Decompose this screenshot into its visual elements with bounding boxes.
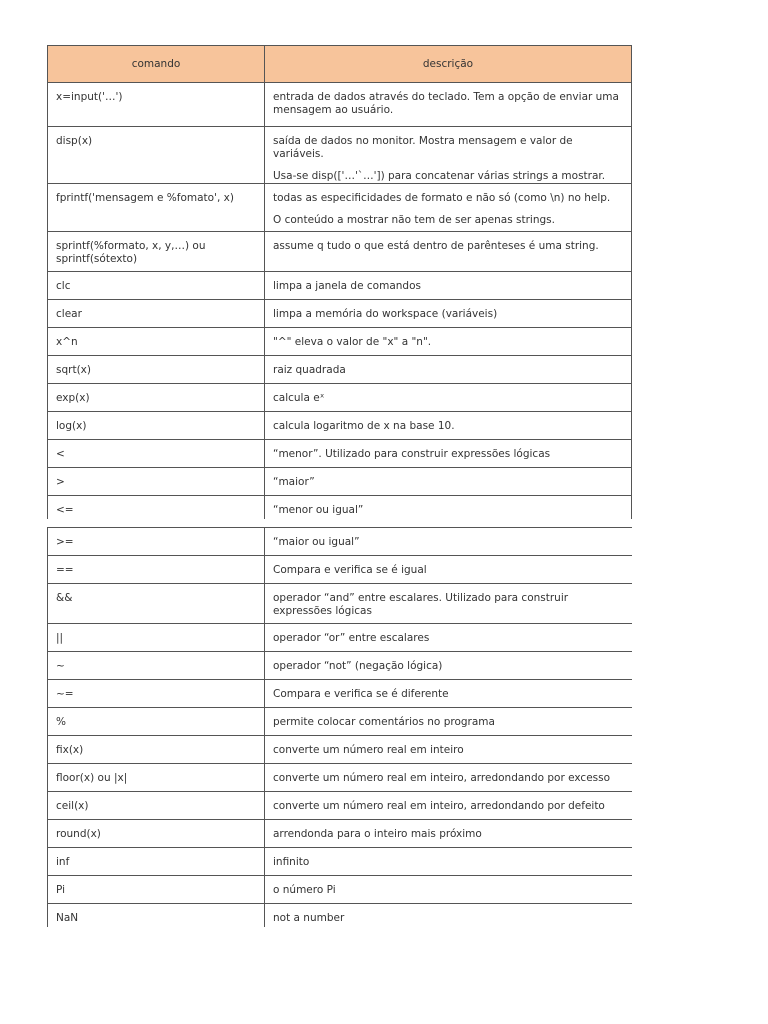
description-cell: operador “or” entre escalares [265,624,632,652]
command-cell: x=input('…') [48,83,265,127]
description-cell: assume q tudo o que está dentro de parênteses é uma string. [265,232,632,272]
command-cell: || [48,624,265,652]
command-cell: && [48,584,265,624]
table-row [48,848,632,876]
command-cell: clc [48,272,265,300]
table-row [48,83,632,127]
description-cell: converte um número real em inteiro, arredondando por excesso [265,764,632,792]
command-cell: % [48,708,265,736]
table-row [48,624,632,652]
table-row [48,528,632,556]
table-row [48,356,632,384]
description-line: O conteúdo a mostrar não tem de ser apenas strings. [273,214,555,226]
description-cell: calcula logaritmo de x na base 10. [265,412,632,440]
command-cell: NaN [48,904,265,928]
description-cell: converte um número real em inteiro, arredondando por defeito [265,792,632,820]
description-cell: operador “and” entre escalares. Utilizado para construir expressões lógicas [265,584,632,624]
command-cell: fprintf('mensagem e %fomato', x) [48,184,265,232]
header-descricao: descrição [265,46,632,83]
command-cell: fix(x) [48,736,265,764]
description-cell: operador “not” (negação lógica) [265,652,632,680]
header-comando: comando [48,46,265,83]
description-cell: infinito [265,848,632,876]
command-cell: ~= [48,680,265,708]
command-cell: exp(x) [48,384,265,412]
table-row [48,584,632,624]
command-cell: log(x) [48,412,265,440]
commands-table-top [47,45,632,519]
command-cell: ceil(x) [48,792,265,820]
description-cell: limpa a janela de comandos [265,272,632,300]
table-row [48,440,632,468]
description-cell: raiz quadrada [265,356,632,384]
command-cell: > [48,468,265,496]
description-cell: arrendonda para o inteiro mais próximo [265,820,632,848]
description-cell: Compara e verifica se é diferente [265,680,632,708]
description-cell: entrada de dados através do teclado. Tem a opção de enviar uma mensagem ao usuário. [265,83,632,127]
description-cell: “menor ou igual” [265,496,632,520]
description-cell [265,184,632,232]
description-cell: converte um número real em inteiro [265,736,632,764]
command-cell: Pi [48,876,265,904]
command-cell: < [48,440,265,468]
command-cell: floor(x) ou |x| [48,764,265,792]
table-row [48,496,632,520]
table-row [48,876,632,904]
table-row [48,736,632,764]
description-cell [265,127,632,184]
command-cell: clear [48,300,265,328]
description-cell: calcula eˣ [265,384,632,412]
table-header-row [48,46,632,83]
command-cell: disp(x) [48,127,265,184]
command-cell: == [48,556,265,584]
table-row [48,708,632,736]
table-row [48,652,632,680]
description-line: todas as especificidades de formato e não só (como \n) no help. [273,192,611,204]
table-row [48,328,632,356]
table-row [48,680,632,708]
table-row [48,127,632,184]
description-cell: limpa a memória do workspace (variáveis) [265,300,632,328]
table-row [48,792,632,820]
description-line: Usa-se disp(['…'`…']) para concatenar várias strings a mostrar. [273,170,606,182]
description-cell: "^" eleva o valor de "x" a "n". [265,328,632,356]
description-cell: permite colocar comentários no programa [265,708,632,736]
description-cell: “menor”. Utilizado para construir expressões lógicas [265,440,632,468]
description-line: saída de dados no monitor. Mostra mensagem e valor de variáveis. [273,135,573,160]
table-row [48,556,632,584]
table-row [48,468,632,496]
command-cell: sprintf(%formato, x, y,…) ou sprintf(sótexto) [48,232,265,272]
command-cell: >= [48,528,265,556]
command-cell: inf [48,848,265,876]
command-cell: <= [48,496,265,520]
commands-table-bottom [47,527,632,927]
table-row [48,820,632,848]
table-row [48,232,632,272]
command-cell: sqrt(x) [48,356,265,384]
description-cell: “maior ou igual” [265,528,632,556]
description-cell: not a number [265,904,632,928]
command-cell: x^n [48,328,265,356]
command-cell: round(x) [48,820,265,848]
description-cell: o número Pi [265,876,632,904]
description-cell: Compara e verifica se é igual [265,556,632,584]
table-row [48,300,632,328]
description-cell: “maior” [265,468,632,496]
table-row [48,384,632,412]
table-row [48,184,632,232]
table-row [48,904,632,928]
table-row [48,764,632,792]
command-cell: ~ [48,652,265,680]
table-row [48,272,632,300]
table-row [48,412,632,440]
